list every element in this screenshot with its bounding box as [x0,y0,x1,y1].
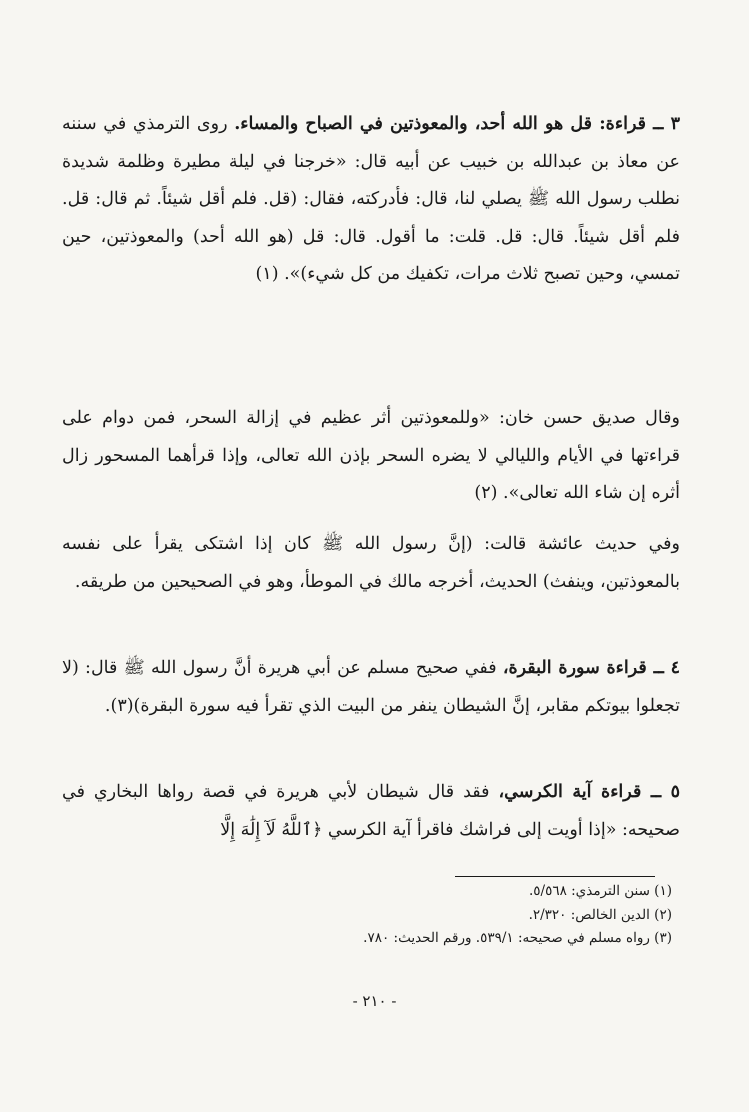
paragraph-siddiq-hasan-khan [62,400,680,513]
section-lead: ٣ ــ قراءة: قل هو الله أحد، والمعوذتين في الصباح والمساء. [234,114,681,134]
section-lead: ٤ ــ قراءة سورة البقرة، [502,658,681,678]
section-text: ففي صحيح مسلم عن أبي هريرة أنَّ رسول الله ﷺ قال: (لا تجعلوا بيوتكم مقابر، إنَّ الشيطان ينفر من البيت الذي تقرأ فيه سورة البقرة)(٣). [62,658,680,716]
paragraph-text: وقال صديق حسن خان: «وللمعوذتين أثر عظيم في إزالة السحر، فمن دوام على قراءتها في الأيام والليالي لا يضره السحر بإذن الله تعالى، وإذا قرأهما المسحور زال أثره إن شاء الله تعالى». (٢) [62,408,680,503]
paragraph-text: وفي حديث عائشة قالت: (إنَّ رسول الله ﷺ كان إذا اشتكى يقرأ على نفسه بالمعوذتين، وينفث) الحديث، أخرجه مالك في الموطأ، وهو في الصحيحين من طريقه. [62,534,680,592]
page-number: - ٢١٠ - [352,992,397,1010]
footnote-3: (٣) رواه مسلم في صحيحه: ٥٣٩/١. ورقم الحديث: ٧٨٠. [363,930,672,946]
section-morning-evening-recitation [62,106,680,294]
paragraph-aisha-hadith [62,526,680,601]
section-lead: ٥ ــ قراءة آية الكرسي، [498,782,680,802]
footnote-2: (٢) الدين الخالص: ٢/٣٢٠. [528,906,672,923]
footnote-divider [455,876,655,877]
section-ayat-al-kursi [62,774,680,849]
footnotes [62,880,672,951]
section-text: فقد قال شيطان لأبي هريرة في قصة رواها البخاري في صحيحه: «إذا أويت إلى فراشك فاقرأ آية الكرسي ﴿ٱللَّهُ لَآ إِلَٰهَ إِلَّا [62,782,680,840]
footnote-1: (١) سنن الترمذي: ٥/٥٦٨. [528,883,672,899]
section-surat-al-baqarah [62,650,680,725]
section-text: روى الترمذي في سننه عن معاذ بن عبدالله بن خبيب عن أبيه قال: «خرجنا في ليلة مطيرة وظلمة شديدة نطلب رسول الله ﷺ يصلي لنا، قال: فأدركته، فقال: (قل. فلم أقل شيئاً. ثم قال: قل. فلم أقل شيئاً. قال: قل. قلت: ما أقول. قال: قل (هو الله أحد) والمعوذتين، حين تمسي، وحين تصبح ثلاث مرات، تكفيك من كل شيء)». (١) [62,114,680,284]
